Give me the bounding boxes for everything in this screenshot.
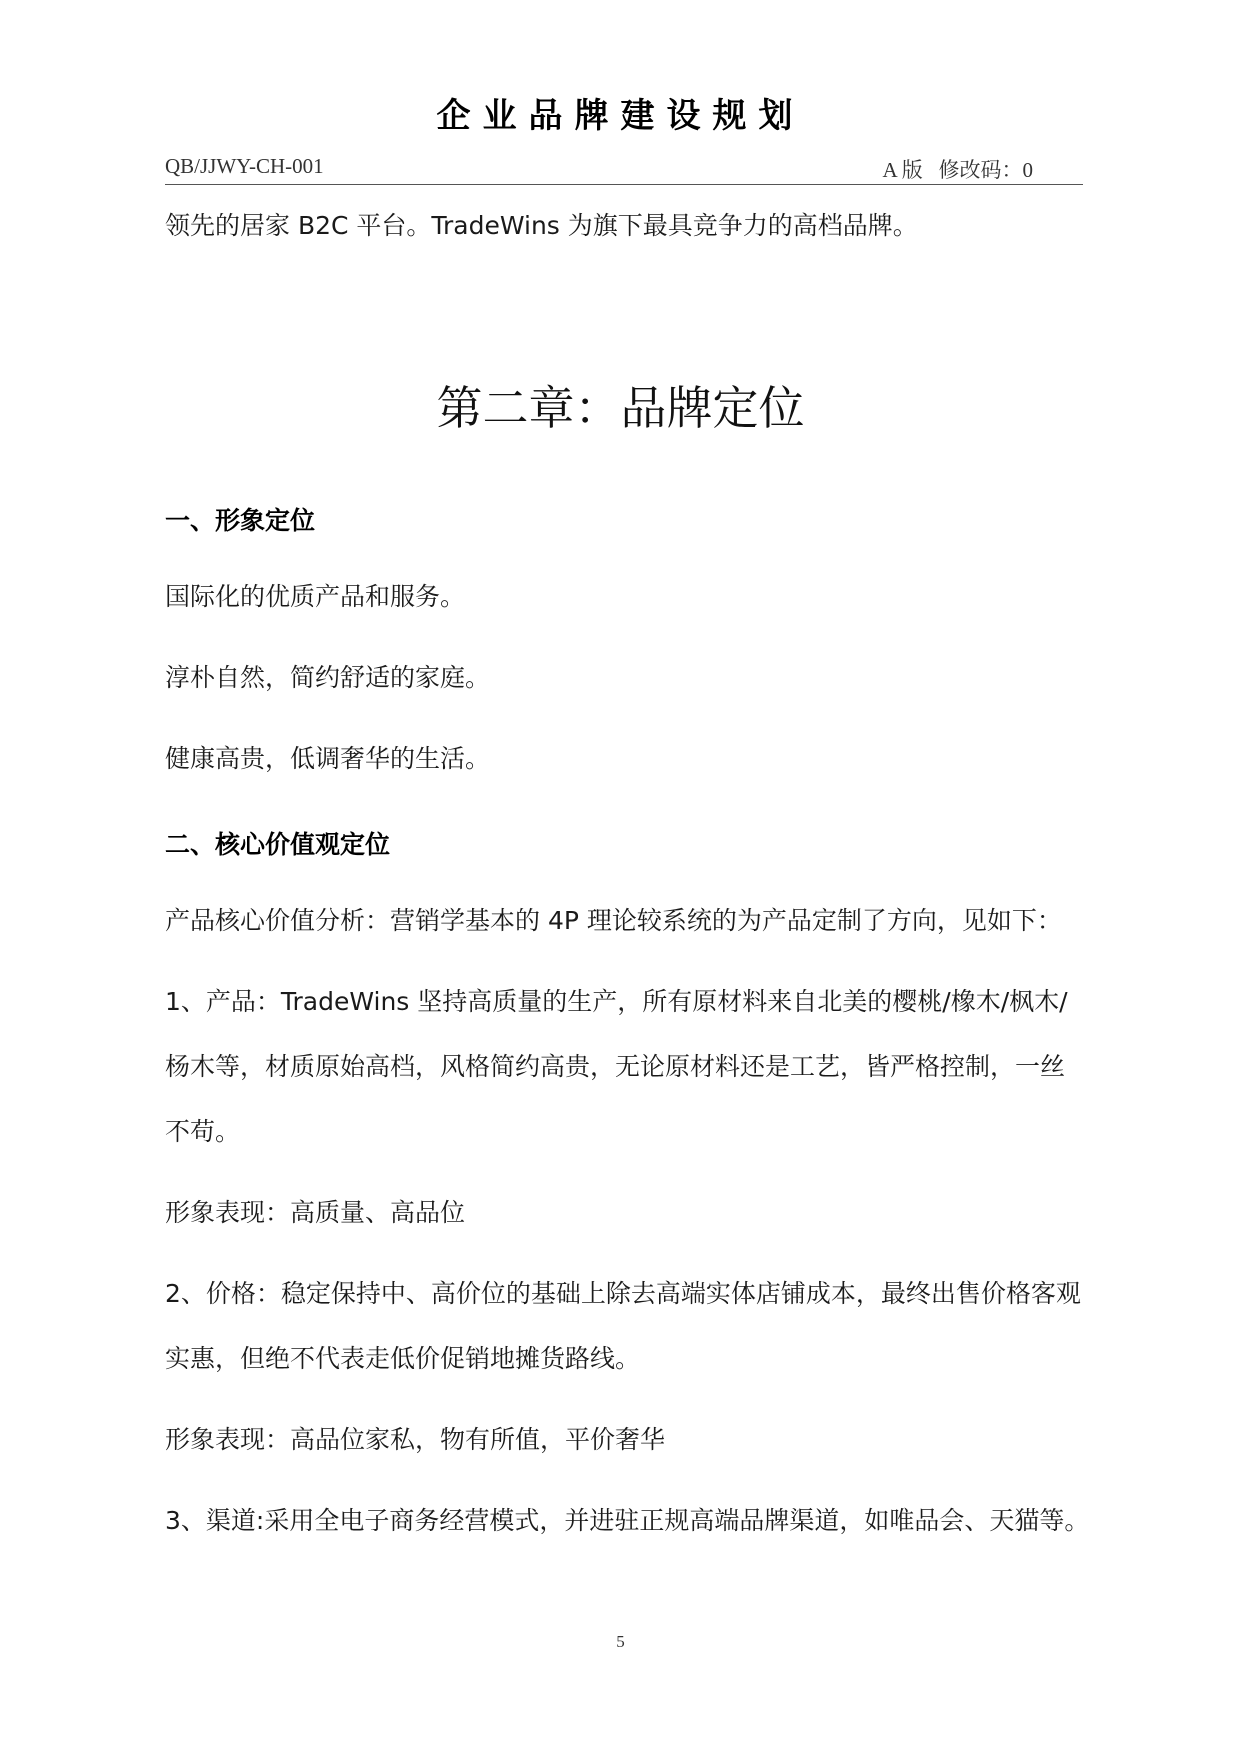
section-heading-core-values: 二、核心价值观定位 [165,830,391,859]
document-header [165,154,1083,184]
paragraph: 不苟。 [165,1117,241,1146]
header-divider [165,184,1083,185]
paragraph: 形象表现：高品位家私，物有所值，平价奢华 [165,1425,666,1454]
paragraph: 国际化的优质产品和服务。 [165,582,466,611]
document-version: A 版 修改码：0 [882,158,1033,182]
page-number: 5 [616,1632,625,1651]
chapter-title: 第二章：品牌定位 [436,381,805,435]
document-code: QB/JJWY-CH-001 [165,154,324,178]
paragraph: 健康高贵，低调奢华的生活。 [165,744,491,773]
section-heading-image-positioning: 一、形象定位 [165,506,316,535]
paragraph: 杨木等，材质原始高档，风格简约高贵，无论原材料还是工艺，皆严格控制，一丝 [165,1052,1066,1081]
paragraph: 2、价格：稳定保持中、高价位的基础上除去高端实体店铺成本，最终出售价格客观 [165,1279,1081,1308]
paragraph: 淳朴自然，简约舒适的家庭。 [165,663,491,692]
paragraph: 产品核心价值分析：营销学基本的 4P 理论较系统的为产品定制了方向，见如下： [165,906,1062,935]
intro-paragraph: 领先的居家 B2C 平台。TradeWins 为旗下最具竞争力的高档品牌。 [165,211,918,240]
paragraph: 形象表现：高质量、高品位 [165,1198,466,1227]
paragraph: 3、渠道:采用全电子商务经营模式，并进驻正规高端品牌渠道，如唯品会、天猫等。 [165,1506,1090,1535]
paragraph: 实惠，但绝不代表走低价促销地摊货路线。 [165,1344,641,1373]
paragraph: 1、产品：TradeWins 坚持高质量的生产，所有原材料来自北美的樱桃/橡木/枫木/ [165,987,1068,1016]
document-title: 企业品牌建设规划 [436,96,805,136]
